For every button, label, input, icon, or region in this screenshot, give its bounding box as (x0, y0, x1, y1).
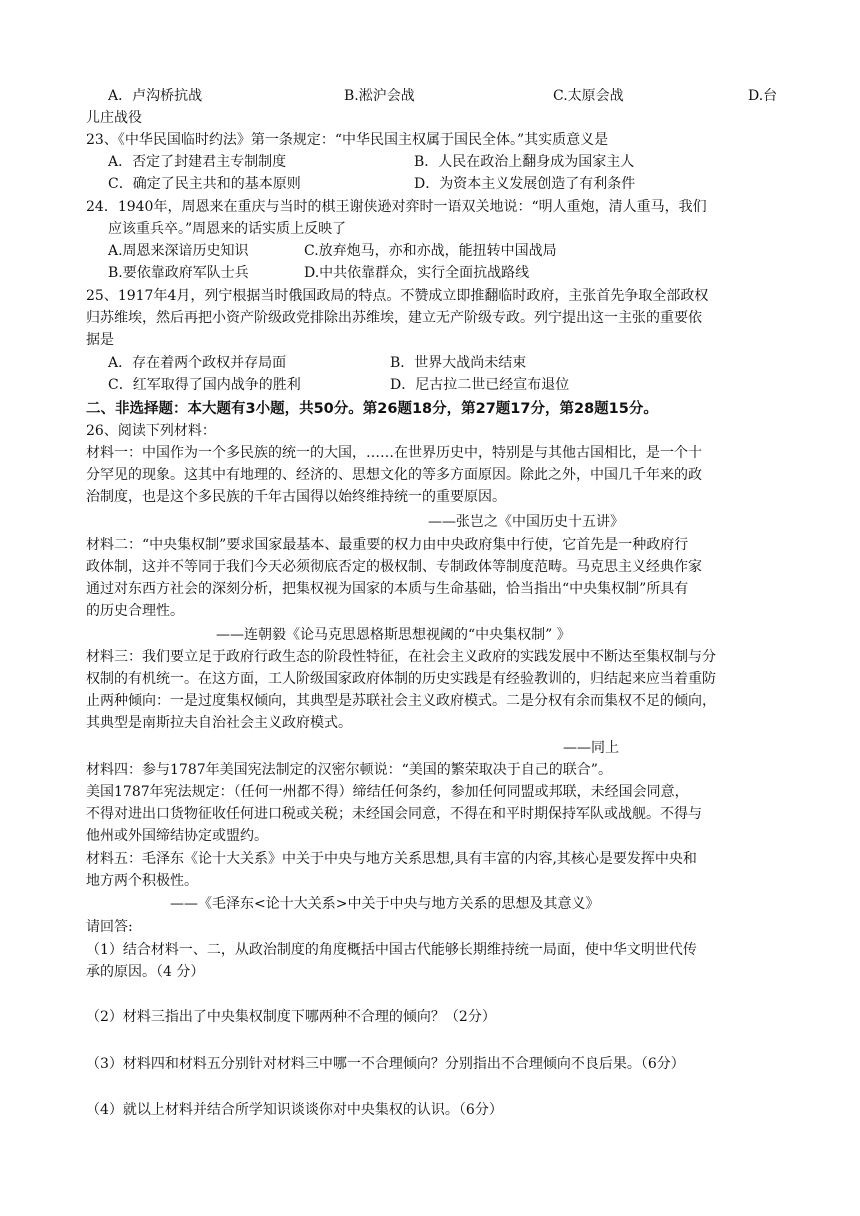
sub-question-2: （2）材料三指出了中央集权制度下哪两种不合理的倾向？（2分） (86, 1009, 496, 1025)
q24-option-c: C.放弃炮马，亦和亦战，能扭转中国战局 (304, 243, 557, 259)
q23-option-c: C．确定了民主共和的基本原则 (108, 176, 301, 192)
material-three-line: 其典型是南斯拉夫自治社会主义政府模式。 (86, 715, 352, 731)
material-two-source: ——连朝毅《论马克思恩格斯思想视阈的“中央集权制” 》 (216, 627, 571, 643)
q22-option-d: D.台 (748, 88, 778, 104)
q25-stem-line2: 归苏维埃，然后再把小资产阶级政党排除出苏维埃，建立无产阶级专政。列宁提出这一主张的重要依 (86, 310, 702, 326)
q25-stem-line3: 据是 (86, 332, 114, 348)
material-five-line: 地方两个积极性。 (86, 873, 198, 889)
material-two-line: 的历史合理性。 (86, 603, 184, 619)
q26-intro: 26、阅读下列材料： (86, 423, 216, 439)
q24-stem-line1: 24．1940年，周恩来在重庆与当时的棋王谢侠逊对弈时一语双关地说：“明人重炮，清人重马，我们 (86, 199, 707, 215)
q25-option-b: B．世界大战尚未结束 (390, 355, 527, 371)
material-three-line: 材料三：我们要立足于政府行政生态的阶段性特征，在社会主义政府的实践发展中不断达至集权制与分 (86, 649, 716, 665)
q24-option-a: A.周恩来深谙历史知识 (108, 243, 249, 259)
q22-option-b: B.淞沪会战 (344, 88, 415, 104)
q25-option-a: A．存在着两个政权并存局面 (108, 355, 287, 371)
material-two-line: 政体制，这并不等同于我们今天必须彻底否定的极权制、专制政体等制度范畴。马克思主义经典作家 (86, 559, 702, 575)
q25-stem-line1: 25、1917年4月，列宁根据当时俄国政局的特点。不赞成立即推翻临时政府，主张首先争取全部政权 (86, 288, 709, 304)
q23-stem: 23、《中华民国临时约法》第一条规定：“中华民国主权属于国民全体。”其实质意义是 (86, 132, 609, 148)
q24-option-d: D.中共依靠群众，实行全面抗战路线 (304, 265, 530, 281)
q22-option-c: C.太原会战 (553, 88, 624, 104)
material-one-line: 分罕见的现象。这其中有地理的、经济的、思想文化的等多方面原因。除此之外，中国几千年来的政 (86, 467, 702, 483)
material-two-line: 通过对东西方社会的深刻分析，把集权视为国家的本质与生命基础，恰当指出“中央集权制”所具有 (86, 581, 689, 597)
q23-option-b: B．人民在政治上翻身成为国家主人 (414, 154, 635, 170)
q23-option-d: D．为资本主义发展创造了有利条件 (414, 176, 636, 192)
answer-prompt: 请回答: (86, 919, 133, 935)
material-four-line: 不得对进出口货物征收任何进口税或关税；未经国会同意，不得在和平时期保持军队或战舰。不得与 (86, 806, 702, 822)
q25-option-d: D．尼古拉二世已经宣布退位 (390, 377, 570, 393)
sub-question-1: 承的原因。（4 分） (86, 964, 205, 980)
material-four-line: 美国1787年宪法规定：（任何一州都不得）缔结任何条约，参加任何同盟或邦联，未经国会同意， (86, 784, 689, 800)
material-one-line: 材料一：中国作为一个多民族的统一的大国，……在世界历史中，特别是与其他古国相比，是一个十 (86, 445, 702, 461)
material-three-line: 止两种倾向：一是过度集权倾向，其典型是苏联社会主义政府模式。二是分权有余而集权不足的倾向， (86, 693, 716, 709)
material-five-source: ——《毛泽东<论十大关系>中关于中央与地方关系的思想及其意义》 (170, 896, 600, 912)
q23-option-a: A．否定了封建君主专制制度 (108, 154, 287, 170)
q24-stem-line2: 应该重兵卒。”周恩来的话实质上反映了 (108, 221, 347, 237)
q22-option-d-wrap: 儿庄战役 (86, 110, 142, 126)
sub-question-4: （4）就以上材料并结合所学知识谈谈你对中央集权的认识。（6分） (86, 1102, 503, 1118)
material-two-line: 材料二：“中央集权制”要求国家最基本、最重要的权力由中央政府集中行使，它首先是一种政府行 (86, 537, 689, 553)
material-four-line: 他州或外国缔结协定或盟约。 (86, 828, 268, 844)
material-three-line: 权制的有机统一。在这方面，工人阶级国家政府体制的历史实践是有经验教训的，归结起来应当着重防 (86, 671, 716, 687)
material-five-line: 材料五：毛泽东《论十大关系》中关于中央与地方关系思想,具有丰富的内容,其核心是要发挥中央和 (86, 851, 697, 867)
q25-option-c: C．红军取得了国内战争的胜利 (108, 377, 301, 393)
material-one-line: 治制度，也是这个多民族的千年古国得以始终维持统一的重要原因。 (86, 489, 506, 505)
section-two-heading: 二、非选择题：本大题有3小题，共50分。第26题18分，第27题17分，第28题15分。 (86, 401, 658, 417)
q22-option-a: A．卢沟桥抗战 (108, 88, 203, 104)
material-three-source: ——同上 (563, 740, 619, 756)
q24-option-b: B.要依靠政府军队士兵 (108, 265, 249, 281)
sub-question-1: （1）结合材料一、二，从政治制度的角度概括中国古代能够长期维持统一局面，使中华文明世代传 (86, 942, 697, 958)
material-four-line: 材料四：参与1787年美国宪法制定的汉密尔顿说：“美国的繁荣取决于自己的联合”。 (86, 762, 612, 778)
sub-question-3: （3）材料四和材料五分别针对材料三中哪一不合理倾向？分别指出不合理倾向不良后果。（6分） (86, 1056, 685, 1072)
material-one-source: ——张岂之《中国历史十五讲》 (428, 514, 624, 530)
